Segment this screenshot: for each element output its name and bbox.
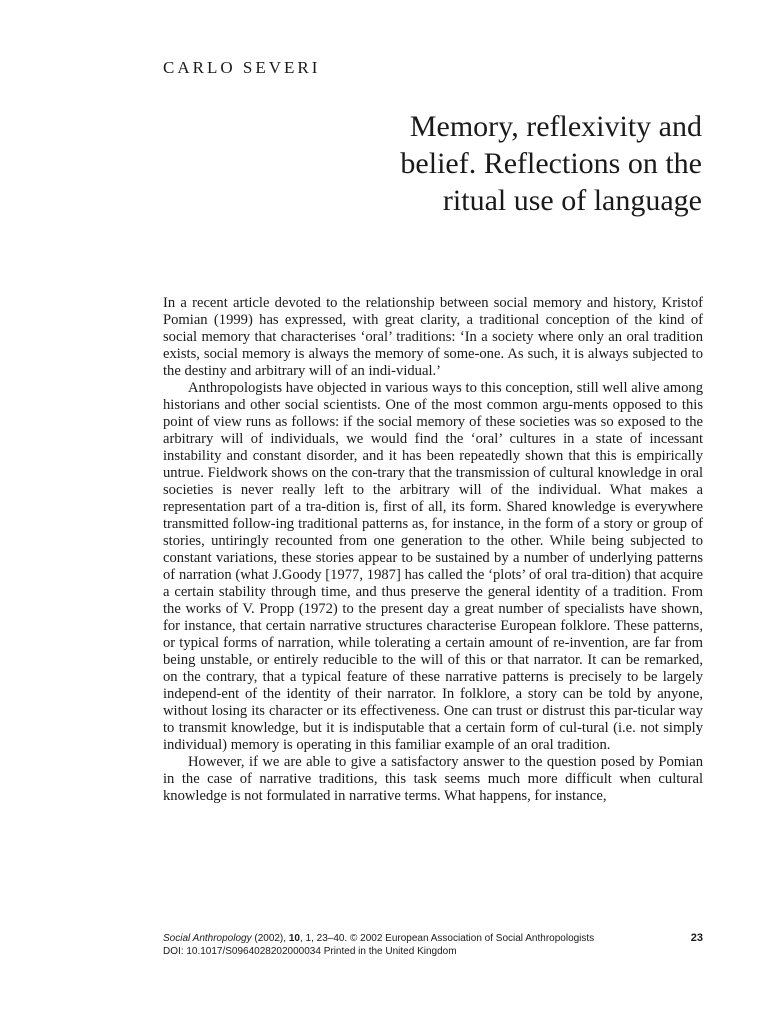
journal-name: Social Anthropology — [163, 933, 252, 944]
body-paragraph: In a recent article devoted to the relationship between social memory and history, Kristof Pomian (1999) has expressed, with great clarity, a traditional conception of the kind of social memory that characterises ‘oral’ traditions: ‘In a society where only an oral tradition exists, social memory is always the memory of some-one. As such, it is always subjected to the destiny and arbitrary will of an indi-vidual.’ — [163, 295, 703, 379]
page-footer — [163, 932, 703, 958]
title-line: belief. Reflections on the — [400, 147, 702, 180]
doi-line: DOI: 10.1017/S0964028202000034 Printed in the United Kingdom — [163, 946, 457, 957]
article-title — [282, 108, 702, 219]
journal-year: (2002), — [254, 933, 287, 944]
journal-issue-pages: , 1, 23–40. © 2002 European Association of Social Anthropologists — [299, 933, 595, 944]
body-paragraph: Anthropologists have objected in various ways to this conception, still well alive among historians and other social scientists. One of the most common argu-ments opposed to this point of view runs as follows: if the social memory of these societies was so exposed to the arbitrary will of individuals, we would find the ‘oral’ cultures in a state of incessant instability and constant disorder, and it has been repeatedly shown that this is empirically untrue. Fieldwork shows on the con-trary that the transmission of cultural knowledge in oral societies is never really left to the arbitrary will of the individual. What makes a representation part of a tra-dition is, first of all, its form. Shared knowledge is everywhere transmitted follow-ing traditional patterns as, for instance, in the form of a story or group of stories, untiringly recounted from one generation to the other. While being subjected to constant variations, these stories appear to be sustained by a number of underlying patterns of narration (what J.Goody [1977, 1987] has called the ‘plots’ of oral tra-dition) that acquire a certain stability through time, and thus preserve the general identity of a tradition. From the works of V. Propp (1972) to the present day a great number of specialists have shown, for instance, that certain narrative structures characterise European folklore. These patterns, or typical forms of narration, while tolerating a certain amount of re-invention, are far from being unstable, or entirely reducible to the will of this or that narrator. It can be remarked, on the contrary, that a typical feature of these narrative patterns is precisely to be largely independ-ent of the identity of their narrator. In folklore, a story can be told by anyone, without losing its character or its effectiveness. One can trust or distrust this par-ticular way to transmit knowledge, but it is indisputable that a certain form of cul-tural (i.e. not simply individual) memory is operating in this familiar example of an oral tradition. — [163, 380, 703, 753]
journal-volume: 10 — [288, 933, 300, 944]
body-paragraph: However, if we are able to give a satisfactory answer to the question posed by Pomian in the case of narrative traditions, this task seems much more difficult when cultural knowledge is not formulated in narrative terms. What happens, for instance, — [163, 754, 703, 804]
page-number: 23 — [690, 932, 703, 944]
citation-line — [163, 932, 703, 945]
title-line: ritual use of language — [442, 184, 702, 217]
author-name: CARLO SEVERI — [163, 58, 321, 77]
title-line: Memory, reflexivity and — [409, 110, 702, 143]
article-body — [163, 295, 703, 805]
